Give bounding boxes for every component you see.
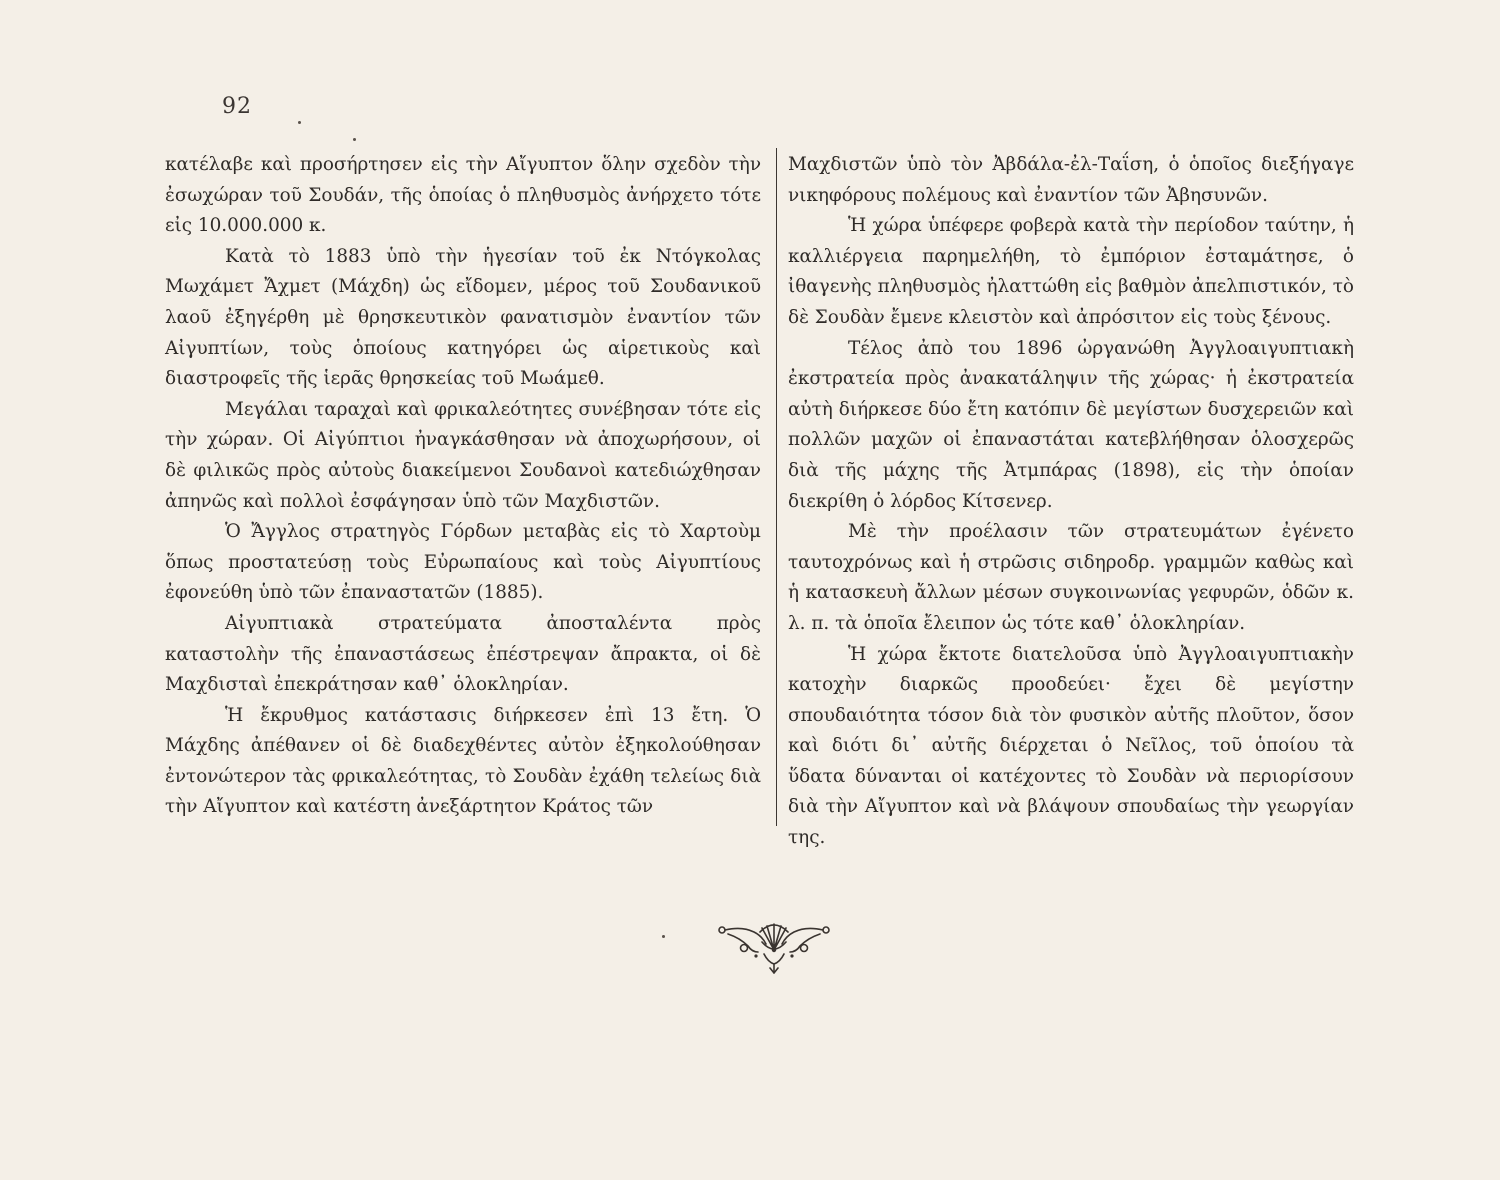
paragraph: Μεγάλαι ταραχαὶ καὶ φρικαλεότητες συνέβησαν τότε εἰς τὴν χώραν. Οἱ Αἰγύπτιοι ἠναγκάσθησαν νὰ ἀποχωρήσουν, οἱ δὲ φιλικῶς πρὸς αὐτοὺς διακείμενοι Σουδανοὶ κατεδιώχθησαν ἀπηνῶς καὶ πολλοὶ ἐσφάγησαν ὑπὸ τῶν Μαχδιστῶν. xyxy=(165,398,761,512)
paragraph: Ἡ ἔκρυθμος κατάστασις διήρκεσεν ἐπὶ 13 ἔτη. Ὁ Μάχδης ἀπέθανεν οἱ δὲ διαδεχθέντες αὐτὸν ἐξηκολούθησαν ἐντονώτερον τὰς φρικαλεότητας, τὸ Σουδὰν ἐχάθη τελείως διὰ τὴν Αἴγυπτον καὶ κατέστη ἀνεξάρτητον Κράτος τῶν xyxy=(165,704,761,818)
right-text-column xyxy=(788,150,1354,854)
paragraph: Ὁ Ἄγγλος στρατηγὸς Γόρδων μεταβὰς εἰς τὸ Χαρτοὺμ ὅπως προστατεύσῃ τοὺς Εὐρωπαίους καὶ τοὺς Αἰγυπτίους ἐφονεύθη ὑπὸ τῶν ἐπαναστατῶν (1885). xyxy=(165,521,761,604)
fleuron-ornament-icon xyxy=(714,918,834,974)
paragraph: κατέλαβε καὶ προσήρτησεν εἰς τὴν Αἴγυπτον ὅλην σχεδὸν τὴν ἐσωχώραν τοῦ Σουδάν, τῆς ὁποίας ὁ πληθυσμὸς ἀνήρχετο τότε εἰς 10.000.000 κ. xyxy=(165,154,761,237)
stray-ink-mark xyxy=(298,121,301,124)
paragraph: Ἡ χώρα ἔκτοτε διατελοῦσα ὑπὸ Ἀγγλοαιγυπτιακὴν κατοχὴν διαρκῶς προοδεύει· ἔχει δὲ μεγίστην σπουδαιότητα τόσον διὰ τὸν φυσικὸν αὐτῆς πλοῦτον, ὅσον καὶ διότι δι᾽ αὐτῆς διέρχεται ὁ Νεῖλος, τοῦ ὁποίου τὰ ὕδατα δύνανται οἱ κατέχοντες τὸ Σουδὰν νὰ περιορίσουν διὰ τὴν Αἴγυπτον καὶ νὰ βλάψουν σπουδαίως τὴν γεωργίαν της. xyxy=(788,643,1354,849)
paragraph: Κατὰ τὸ 1883 ὑπὸ τὴν ἡγεσίαν τοῦ ἐκ Ντόγκολας Μωχάμετ Ἄχμετ (Μάχδη) ὡς εἴδομεν, μέρος τοῦ Σουδανικοῦ λαοῦ ἐξηγέρθη μὲ θρησκευτικὸν φανατισμὸν ἐναντίον τῶν Αἰγυπτίων, τοὺς ὁποίους κατηγόρει ὡς αἱρετικοὺς καὶ διαστροφεῖς τῆς ἱερᾶς θρησκείας τοῦ Μωάμεθ. xyxy=(165,245,761,390)
paragraph: Ἡ χώρα ὑπέφερε φοβερὰ κατὰ τὴν περίοδον ταύτην, ἡ καλλιέργεια παρημελήθη, τὸ ἐμπόριον ἐσταμάτησε, ὁ ἰθαγενὴς πληθυσμὸς ἠλαττώθη εἰς βαθμὸν ἀπελπιστικόν, τὸ δὲ Σουδὰν ἔμενε κλειστὸν καὶ ἀπρόσιτον εἰς τοὺς ξένους. xyxy=(788,215,1354,328)
page-number: 92 xyxy=(222,94,252,119)
left-text-column xyxy=(165,150,761,823)
paragraph: Αἰγυπτιακὰ στρατεύματα ἀποσταλέντα πρὸς καταστολὴν τῆς ἐπαναστάσεως ἐπέστρεψαν ἄπρακτα, οἱ δὲ Μαχδισταὶ ἐπεκράτησαν καθ᾽ ὁλοκληρίαν. xyxy=(165,612,761,696)
stray-ink-mark xyxy=(353,138,356,141)
paragraph: Μαχδιστῶν ὑπὸ τὸν Ἀβδάλα-ἐλ-Ταΐση, ὁ ὁποῖος διεξήγαγε νικηφόρους πολέμους καὶ ἐναντίον τῶν Ἀβησυνῶν. xyxy=(788,154,1354,206)
column-divider xyxy=(776,148,777,826)
paragraph: Μὲ τὴν προέλασιν τῶν στρατευμάτων ἐγένετο ταυτοχρόνως καὶ ἡ στρῶσις σιδηροδρ. γραμμῶν καθὼς καὶ ἡ κατασκευὴ ἄλλων μέσων συγκοινωνίας γεφυρῶν, ὁδῶν κ. λ. π. τὰ ὁποῖα ἔλειπον ὡς τότε καθ᾽ ὁλοκληρίαν. xyxy=(788,521,1354,634)
paragraph: Τέλος ἀπὸ του 1896 ὠργανώθη Ἀγγλοαιγυπτιακὴ ἐκστρατεία πρὸς ἀνακατάληψιν τῆς χώρας· ἡ ἐκστρατεία αὐτὴ διήρκεσε δύο ἔτη κατόπιν δὲ μεγίστων δυσχερειῶν καὶ πολλῶν μαχῶν οἱ ἐπαναστάται κατεβλήθησαν ὁλοσχερῶς διὰ τῆς μάχης τῆς Ἀτμπάρας (1898), εἰς τὴν ὁποίαν διεκρίθη ὁ λόρδος Κίτσενερ. xyxy=(788,337,1354,512)
stray-ink-mark xyxy=(662,935,665,938)
